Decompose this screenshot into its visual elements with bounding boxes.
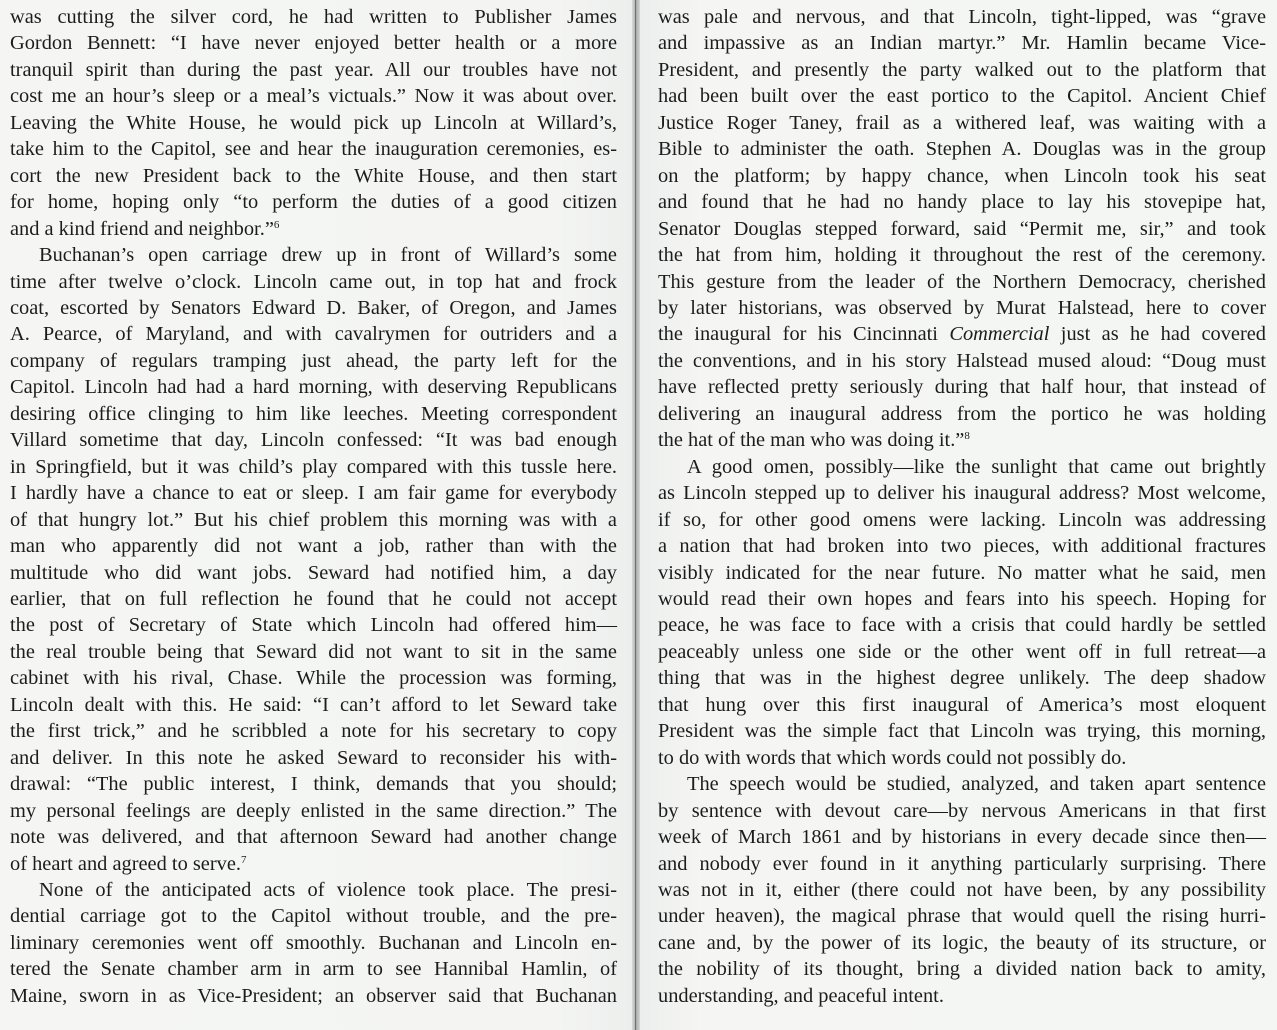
- text-line: I hardly have a chance to eat or sleep. I am fair game for everybody: [10, 482, 617, 505]
- text-line: man who apparently did not want a job, rather than with the: [10, 535, 617, 558]
- text-line-content: of heart and agreed to serve.: [10, 852, 241, 875]
- text-line: liminary ceremonies went off smoothly. Buchanan and Lincoln en-: [10, 931, 617, 954]
- text-line: Justice Roger Taney, frail as a withered leaf, was waiting with a: [658, 111, 1266, 134]
- text-line: President was the simple fact that Lincoln was trying, this morning,: [658, 720, 1266, 743]
- text-line: Maine, sworn in as Vice-President; an observer said that Buchanan: [10, 984, 617, 1007]
- text-line: coat, escorted by Senators Edward D. Baker, of Oregon, and James: [10, 296, 617, 319]
- text-line: thing that was in the highest degree unlikely. The deep shadow: [658, 667, 1266, 690]
- text-line: company of regulars tramping just ahead, the party left for the: [10, 349, 617, 372]
- text-line: the inaugural for his Cincinnati Commercial just as he had covered: [658, 323, 1267, 346]
- text-line: desiring office clinging to him like leeches. Meeting correspondent: [10, 402, 617, 425]
- text-line: drawal: “The public interest, I think, demands that you should;: [10, 773, 617, 796]
- text-line: Lincoln dealt with this. He said: “I can’t afford to let Seward take: [10, 693, 617, 716]
- text-line: The speech would be studied, analyzed, and taken apart sentence: [687, 773, 1266, 796]
- text-line-content: the hat of the man who was doing it.”: [658, 429, 965, 452]
- text-line: and found that he had no handy place to lay his stovepipe hat,: [658, 191, 1266, 214]
- text-line: tered the Senate chamber arm in arm to see Hannibal Hamlin, of: [10, 958, 617, 981]
- right-page: [640, 0, 1277, 1030]
- text-line: a nation that had broken into two pieces, with additional fractures: [658, 535, 1266, 558]
- text-line: and nobody ever found in it anything particularly surprising. There: [658, 852, 1266, 875]
- gutter-divider: [635, 0, 636, 1030]
- text-line: [658, 427, 1266, 453]
- text-line: [10, 851, 617, 877]
- text-line: was pale and nervous, and that Lincoln, tight-lipped, was “grave: [658, 6, 1266, 28]
- text-line: under heaven), the magical phrase that would quell the rising hurri-: [658, 905, 1266, 928]
- text-line: cabinet with his rival, Chase. While the procession was forming,: [10, 667, 617, 690]
- text-line-content: and a kind friend and neighbor.”: [10, 217, 274, 240]
- text-line: was not in it, either (there could not have been, by any possibility: [658, 878, 1266, 901]
- text-line: the post of Secretary of State which Lincoln had offered him—: [10, 614, 617, 637]
- text-line: if so, for other good omens were lacking. Lincoln was addressing: [658, 508, 1266, 531]
- text-line: Villard sometime that day, Lincoln confessed: “It was bad enough: [10, 429, 617, 452]
- text-line: peace, he was face to face with a crisis that could hardly be settled: [658, 614, 1266, 637]
- text-line: This gesture from the leader of the Northern Democracy, cherished: [658, 270, 1266, 293]
- text-line: take him to the Capitol, see and hear the inauguration ceremonies, es-: [10, 138, 617, 161]
- text-line: cane and, by the power of its logic, the beauty of its structure, or: [658, 931, 1266, 954]
- text-line: [10, 216, 617, 242]
- text-line: that hung over this first inaugural of America’s most eloquent: [658, 693, 1266, 716]
- text-line: had been built over the east portico to the Capitol. Ancient Chief: [658, 85, 1266, 108]
- footnote-marker: 7: [240, 853, 247, 866]
- italic-title: Commercial: [949, 323, 1050, 346]
- text-line: the real trouble being that Seward did not want to sit in the same: [10, 640, 617, 663]
- text-line: my personal feelings are deeply enlisted in the same direction.” The: [10, 799, 617, 822]
- text-line: as Lincoln stepped up to deliver his inaugural address? Most welcome,: [658, 482, 1266, 505]
- text-line: the hat from him, holding it throughout the rest of the ceremony.: [658, 244, 1266, 267]
- text-line: the conventions, and in his story Halstead mused aloud: “Doug must: [658, 349, 1266, 372]
- text-line: President, and presently the party walked out to the platform that: [658, 58, 1266, 81]
- text-line: cort the new President back to the White House, and then start: [10, 164, 617, 187]
- text-line: in Springfield, but it was child’s play compared with this tussle here.: [10, 455, 617, 478]
- text-line: and deliver. In this note he asked Seward to reconsider his with-: [10, 746, 617, 769]
- text-line: on the platform; by happy chance, when Lincoln took his seat: [658, 164, 1266, 187]
- text-line: earlier, that on full reflection he found that he could not accept: [10, 587, 617, 610]
- text-line: and impassive as an Indian martyr.” Mr. Hamlin became Vice-: [658, 32, 1266, 55]
- text-line: multitude who did want jobs. Seward had notified him, a day: [10, 561, 617, 584]
- text-line: delivering an inaugural address from the portico he was holding: [658, 402, 1266, 425]
- text-line: Capitol. Lincoln had had a hard morning, with deserving Republicans: [10, 376, 617, 399]
- text-line: Bible to administer the oath. Stephen A. Douglas was in the group: [658, 138, 1266, 161]
- text-line: by sentence with devout care—by nervous Americans in that first: [658, 799, 1266, 822]
- text-line: Leaving the White House, he would pick up Lincoln at Willard’s,: [10, 111, 617, 134]
- text-line: note was delivered, and that afternoon Seward had another change: [10, 826, 617, 849]
- text-line: by later historians, was observed by Murat Halstead, here to cover: [658, 296, 1266, 319]
- text-line: of that hungry lot.” But his chief problem this morning was with a: [10, 508, 617, 531]
- text-line: to do with words that which words could not possibly do.: [658, 746, 1127, 769]
- text-line: tranquil spirit than during the past year. All our troubles have not: [10, 58, 617, 81]
- text-line: would read their own hopes and fears into his speech. Hoping for: [658, 587, 1266, 610]
- text-line: the nobility of its thought, bring a divided nation back to amity,: [658, 958, 1266, 981]
- left-page: [0, 0, 632, 1030]
- text-line: for home, hoping only “to perform the duties of a good citizen: [10, 191, 617, 214]
- text-line: was cutting the silver cord, he had written to Publisher James: [10, 6, 617, 28]
- text-line: the first trick,” and he scribbled a note for his secretary to copy: [10, 720, 617, 743]
- text-line: peaceably unless one side or the other went off in full retreat—a: [658, 640, 1266, 663]
- text-line: understanding, and peaceful intent.: [658, 984, 944, 1007]
- text-line: visibly indicated for the near future. No matter what he said, men: [658, 561, 1266, 584]
- text-line: have reflected pretty seriously during that half hour, that instead of: [658, 376, 1266, 399]
- footnote-marker: 8: [964, 430, 970, 443]
- left-column-text: [10, 4, 617, 1009]
- text-line: Senator Douglas stepped forward, said “Permit me, sir,” and took: [658, 217, 1266, 240]
- text-line: Gordon Bennett: “I have never enjoyed better health or a more: [10, 32, 617, 55]
- footnote-marker: 6: [273, 218, 280, 231]
- text-line: time after twelve o’clock. Lincoln came out, in top hat and frock: [10, 270, 617, 293]
- text-line: A. Pearce, of Maryland, and with cavalrymen for outriders and a: [10, 323, 617, 346]
- right-column-text: [658, 4, 1266, 1009]
- text-line: week of March 1861 and by historians in every decade since then—: [658, 826, 1266, 849]
- text-line: None of the anticipated acts of violence took place. The presi-: [39, 878, 617, 901]
- book-gutter: [632, 0, 640, 1030]
- text-line: dential carriage got to the Capitol without trouble, and the pre-: [10, 905, 617, 928]
- text-line: cost me an hour’s sleep or a meal’s victuals.” Now it was about over.: [10, 85, 617, 108]
- text-line: A good omen, possibly—like the sunlight that came out brightly: [687, 455, 1266, 478]
- text-line: Buchanan’s open carriage drew up in front of Willard’s some: [39, 244, 617, 267]
